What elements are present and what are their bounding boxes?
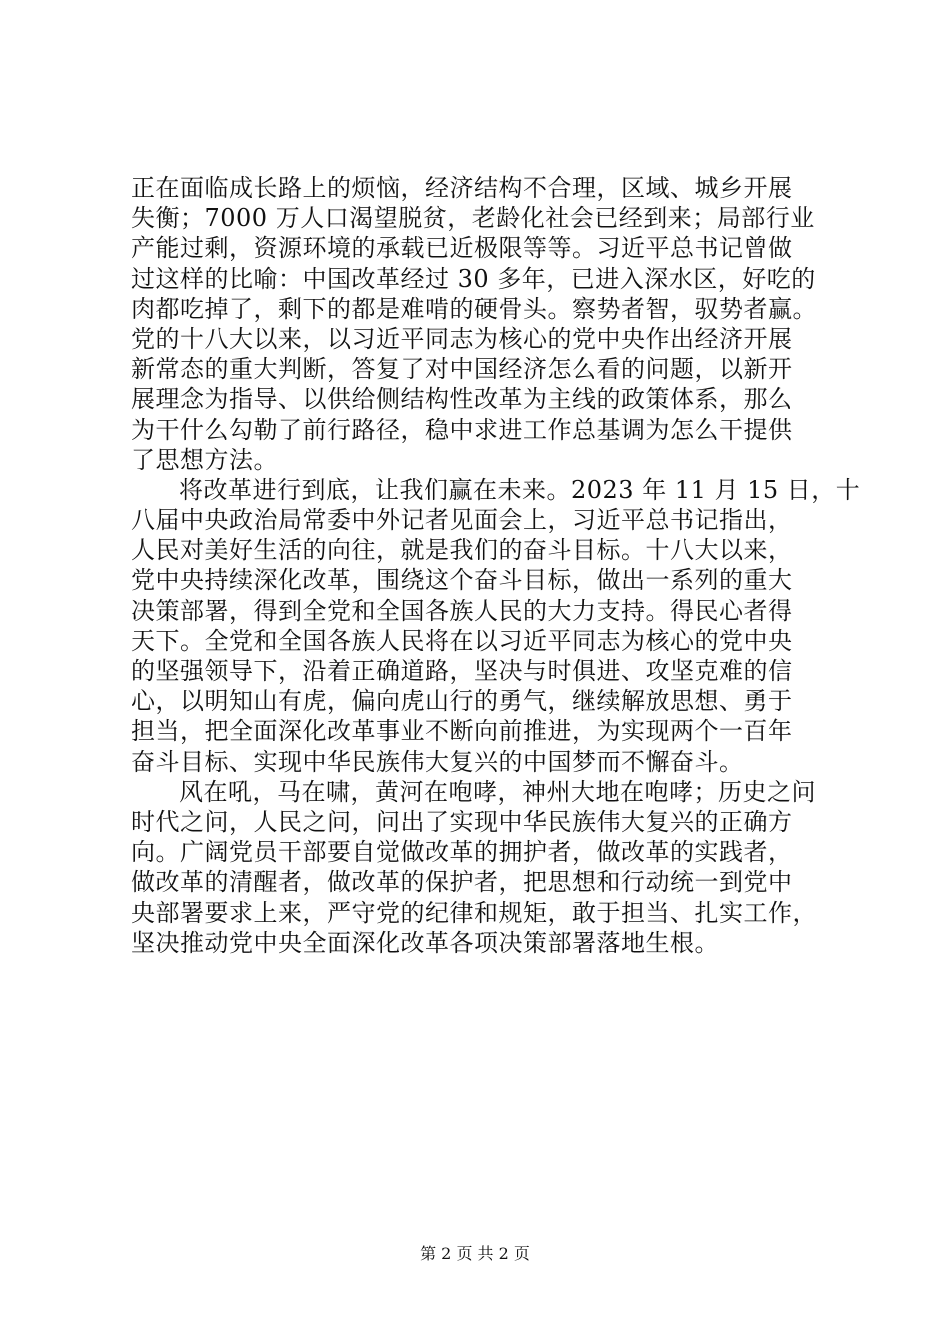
text-line: 风在吼，马在啸，黄河在咆哮，神州大地在咆哮；历史之问	[179, 777, 816, 806]
text-line: 八届中央政治局常委中外记者见面会上，习近平总书记指出，	[131, 506, 793, 535]
text-line: 党中央持续深化改革，围绕这个奋斗目标，做出一系列的重大	[131, 566, 793, 595]
text-line: 为干什么勾勒了前行路径，稳中求进工作总基调为怎么干提供	[131, 415, 793, 444]
text-line: 了思想方法。	[131, 445, 278, 474]
text-line: 央部署要求上来，严守党的纪律和规矩，敢于担当、扎实工作，	[131, 898, 817, 927]
text-line: 肉都吃掉了，剩下的都是难啃的硬骨头。察势者智，驭势者赢。	[131, 294, 817, 323]
text-line: 将改革进行到底，让我们赢在未来。2023 年 11 月 15 日，十	[179, 475, 861, 504]
text-line: 人民对美好生活的向往，就是我们的奋斗目标。十八大以来，	[131, 536, 793, 565]
text-line: 产能过剩，资源环境的承载已近极限等等。习近平总书记曾做	[131, 234, 793, 263]
text-line: 做改革的清醒者，做改革的保护者，把思想和行动统一到党中	[131, 868, 793, 897]
paragraph-2	[131, 475, 861, 777]
text-line: 的坚强领导下，沿着正确道路，坚决与时俱进、攻坚克难的信	[131, 657, 793, 685]
text-line: 过这样的比喻：中国改革经过 30 多年，已进入深水区，好吃的	[131, 264, 816, 293]
text-line: 展理念为指导、以供给侧结构性改革为主线的政策体系，那么	[131, 385, 793, 414]
text-line: 天下。全党和全国各族人民将在以习近平同志为核心的党中央	[131, 626, 793, 655]
document-body	[131, 173, 861, 958]
text-line: 正在面临成长路上的烦恼，经济结构不合理，区域、城乡开展	[131, 174, 793, 202]
text-line: 党的十八大以来，以习近平同志为核心的党中央作出经济开展	[131, 324, 793, 353]
text-line: 心，以明知山有虎，偏向虎山行的勇气，继续解放思想、勇于	[131, 687, 793, 716]
page-footer	[0, 1244, 950, 1264]
paragraph-1	[131, 173, 831, 475]
text-line: 坚决推动党中央全面深化改革各项决策部署落地生根。	[131, 928, 719, 957]
text-line: 奋斗目标、实现中华民族伟大复兴的中国梦而不懈奋斗。	[131, 747, 744, 776]
paragraph-3	[131, 777, 831, 958]
page-number-label: 第 2 页 共 2 页	[420, 1244, 530, 1263]
text-line: 新常态的重大判断，答复了对中国经济怎么看的问题，以新开	[131, 355, 793, 384]
text-line: 向。广阔党员干部要自觉做改革的拥护者，做改革的实践者，	[131, 838, 793, 867]
text-line: 担当，把全面深化改革事业不断向前推进，为实现两个一百年	[131, 717, 793, 746]
text-line: 失衡；7000 万人口渴望脱贫，老龄化社会已经到来；局部行业	[131, 204, 815, 233]
text-line: 决策部署，得到全党和全国各族人民的大力支持。得民心者得	[131, 596, 793, 625]
text-line: 时代之问，人民之问，问出了实现中华民族伟大复兴的正确方	[131, 807, 793, 836]
